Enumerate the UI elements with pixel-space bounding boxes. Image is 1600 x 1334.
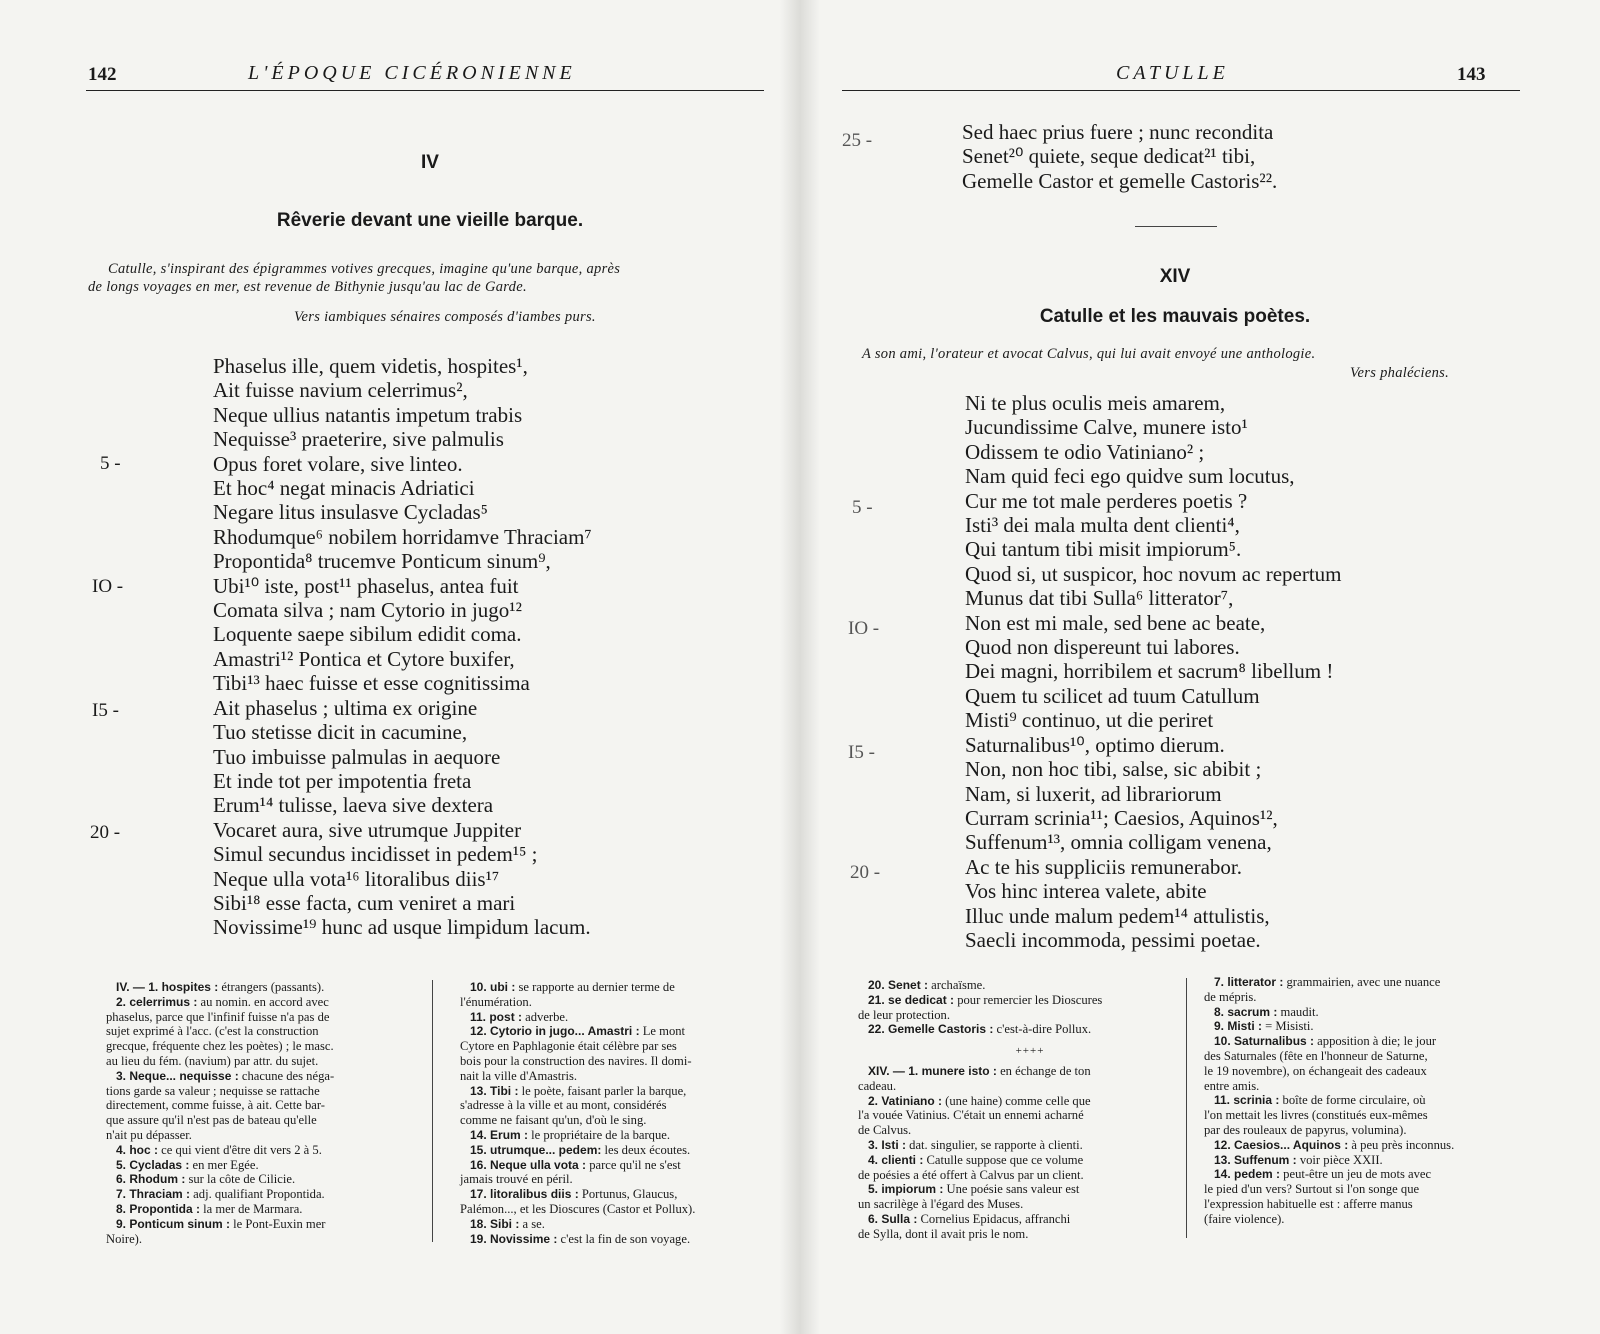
verse-line: Nam quid feci ego quidve sum locutus, (965, 464, 1295, 489)
footnote-text: à peu près inconnus. (1348, 1137, 1455, 1152)
verse-line: Negare litus insulasve Cycladas⁵ (213, 500, 488, 525)
footnote-text: apposition à die; le jour (1314, 1034, 1437, 1049)
verse-line: Sibi¹⁸ esse facta, cum veniret a mari (213, 890, 516, 915)
line-number: I5 - (92, 700, 119, 721)
footnote-text: de Sylla, dont il avait pris le nom. (858, 1226, 1029, 1241)
footnote-text: le propriétaire de la barque. (528, 1127, 670, 1142)
verse-line: Novissime¹⁹ hunc ad usque limpidum lacum. (213, 915, 591, 940)
footnote-text: le poète, faisant parler la barque, (518, 1083, 687, 1098)
footnote-line (858, 1123, 1190, 1138)
footnote-key: 8. sacrum : (1214, 1004, 1278, 1019)
intro-line: de longs voyages en mer, est revenue de Bithynie jusqu'au lac de Garde. (88, 279, 527, 295)
header-rule (86, 90, 764, 91)
verse-line: Saecli incommoda, pessimi poetae. (965, 927, 1261, 952)
footnote-key: 4. hoc : (116, 1142, 159, 1157)
footnote-text: sujet exprimé à l'acc. (c'est la construction (106, 1024, 319, 1039)
poem-intro: A son ami, l'orateur et avocat Calvus, qui lui avait envoyé une anthologie. (862, 346, 1316, 362)
verse-line: Quod non dispereunt tui labores. (965, 635, 1240, 660)
verse-line: Suffenum¹³, omnia colligam venena, (965, 830, 1272, 855)
footnote-key: 5. impiorum : (868, 1182, 944, 1197)
left-page (0, 0, 790, 1334)
footnote-key: 2. Vatiniano : (868, 1093, 943, 1108)
footnote-key: 12. Cytorio in jugo... Amastri : (470, 1024, 640, 1039)
footnote-text: cadeau. (858, 1078, 897, 1093)
footnote-text: par des rouleaux de papyrus, volumina). (1204, 1122, 1407, 1137)
header-rule (842, 90, 1520, 91)
footnote-line (1204, 1064, 1536, 1079)
footnote-key: 20. Senet : (868, 978, 929, 992)
footnote-text: a se. (519, 1216, 545, 1231)
verse-line: Vos hinc interea valete, abite (965, 879, 1207, 904)
footnote-line (460, 1202, 776, 1217)
verse-line: Comata silva ; nam Cytorio in jugo¹² (213, 598, 522, 623)
footnote-key: 10. Saturnalibus : (1214, 1034, 1315, 1049)
footnote-line (106, 1054, 420, 1069)
footnote-line (460, 1010, 776, 1025)
footnote-line (1204, 990, 1536, 1005)
verse-line: Dei magni, horribilem et sacrum⁸ libellum ! (965, 659, 1334, 684)
footnote-text: de poésies a été offert à Calvus par un client. (858, 1167, 1084, 1182)
footnote-line (460, 1054, 776, 1069)
footnote-line (1204, 1049, 1536, 1064)
verse-line: Curram scrinia¹¹; Caesios, Aquinos¹², (965, 805, 1278, 830)
footnote-text: adverbe. (522, 1009, 569, 1024)
footnote-key: 14. Erum : (470, 1127, 529, 1142)
footnote-text: le pied d'un vers? Surtout si l'on songe que (1204, 1182, 1420, 1197)
footnote-key: 11. post : (470, 1009, 523, 1024)
line-number: IO - (848, 618, 880, 639)
footnote-key: 11. scrinia : (1214, 1093, 1280, 1108)
footnote-text: archaïsme. (928, 978, 986, 992)
footnote-text: sur la côte de Cilicie. (185, 1172, 296, 1187)
footnote-text: directement, comme fuisse, à ait. Cette bar- (106, 1098, 326, 1113)
verse-line: Jucundissime Calve, munere isto¹ (965, 415, 1248, 440)
footnote-line (460, 1084, 776, 1099)
footnote-key: 2. celerrimus : (116, 994, 198, 1009)
footnote-key: 3. Neque... nequisse : (116, 1068, 239, 1083)
footnote-key: 8. Propontida : (116, 1201, 200, 1216)
verse-line: Qui tantum tibi misit impiorum⁵. (965, 537, 1242, 562)
footnote-key: 10. ubi : (470, 980, 516, 994)
footnote-line (858, 1138, 1190, 1153)
intro-line: Catulle, s'inspirant des épigrammes votives grecques, imagine qu'une barque, après (108, 261, 621, 277)
footnote-key: 21. se dedicat : (868, 992, 955, 1007)
section-rule (1135, 226, 1217, 227)
footnote-text: phaselus, parce que l'infinif fuisse n'a pas de (106, 1009, 330, 1024)
footnote-text: l'a vouée Vatinius. C'était un ennemi acharné (858, 1108, 1084, 1123)
footnote-text: s'adresse à la ville et au mont, considérés (460, 1098, 667, 1113)
poem-verses (213, 354, 592, 940)
footnote-text: de leur protection. (858, 1007, 950, 1022)
footnote-text: peut-être un jeu de mots avec (1280, 1167, 1432, 1182)
footnote-line (106, 980, 420, 995)
footnote-text: que assure qu'il n'est pas de bateau qu'elle (106, 1113, 317, 1128)
verse-line: Et inde tot per impotentia freta (213, 768, 472, 793)
footnote-text: c'est-à-dire Pollux. (993, 1022, 1092, 1037)
footnote-line (460, 1024, 776, 1039)
footnote-key: 16. Neque ulla vota : (470, 1157, 587, 1172)
verse-line: Erum¹⁴ tulisse, laeva sive dextera (213, 793, 494, 818)
footnote-text: Noire). (106, 1231, 143, 1246)
footnote-text: se rapporte au dernier terme de (515, 980, 675, 994)
footnote-text: Portunus, Glaucus, (578, 1187, 678, 1202)
footnote-text: boîte de forme circulaire, où (1279, 1093, 1426, 1108)
verse-line: Quod si, ut suspicor, hoc novum ac repertum (965, 561, 1342, 586)
footnote-key: 15. utrumque... pedem: (470, 1142, 602, 1157)
footnote-line (460, 980, 776, 995)
footnote-text: l'on mettait les livres (constitués eux-mêmes (1204, 1108, 1428, 1123)
footnote-text: l'énumération. (460, 994, 532, 1009)
footnote-text: parce qu'il ne s'est (586, 1157, 681, 1172)
footnote-text: voir pièce XXII. (1296, 1152, 1383, 1167)
footnote-line (1204, 1182, 1536, 1197)
footnote-line (106, 1069, 420, 1084)
left-header (0, 62, 790, 92)
footnote-line (460, 1128, 776, 1143)
footnote-key: 7. Thraciam : (116, 1187, 191, 1202)
footnote-line (858, 1182, 1190, 1197)
footnote-text: Palémon..., et les Dioscures (Castor et Pollux). (460, 1201, 696, 1216)
footnote-line (460, 995, 776, 1010)
footnote-line (1204, 1108, 1536, 1123)
footnote-text: chacune des néga- (238, 1068, 335, 1083)
line-number: I5 - (848, 742, 875, 763)
footnote-line (460, 1069, 776, 1084)
footnote-text: la mer de Marmara. (200, 1201, 303, 1216)
poem-meter: Vers iambiques sénaires composés d'iambes purs. (294, 309, 596, 325)
footnote-text: n'ait pu dépasser. (106, 1127, 192, 1142)
line-number: 5 - (852, 497, 873, 518)
column-divider (432, 980, 433, 1242)
footnote-line (858, 1079, 1190, 1094)
footnote-line (858, 1197, 1190, 1212)
verse-line: Misti⁹ continuo, ut die periret (965, 708, 1214, 733)
poem-meter: Vers phaléciens. (1350, 365, 1450, 381)
footnote-line (858, 1227, 1190, 1242)
poem-verses (965, 391, 1342, 952)
footnote-key: IV. — 1. hospites : (116, 980, 219, 994)
verse-line: Tuo stetisse dicit in cacumine, (213, 720, 468, 745)
verse-line: Non, non hoc tibi, salse, sic abibit ; (965, 757, 1262, 782)
running-title: L'ÉPOQUE CICÉRONIENNE (248, 62, 576, 84)
footnote-line (460, 1187, 776, 1202)
line-number: 25 - (842, 130, 873, 151)
line-number: 5 - (100, 453, 121, 474)
verse-line: Saturnalibus¹⁰, optimo dierum. (965, 732, 1225, 757)
footnote-line (460, 1158, 776, 1173)
verse-line: Ubi¹⁰ iste, post¹¹ phaselus, antea fuit (213, 573, 519, 598)
footnote-line (1204, 1079, 1536, 1094)
footnote-text: de mépris. (1204, 989, 1257, 1004)
column-divider (1186, 978, 1187, 1238)
verse-line: Illuc unde malum pedem¹⁴ attulistis, (965, 903, 1270, 928)
footnote-line (460, 1143, 776, 1158)
poem-numeral: IV (421, 152, 439, 173)
poem-title: Catulle et les mauvais poètes. (1039, 306, 1311, 327)
footnote-key: 4. clienti : (868, 1152, 924, 1167)
footnote-key: 19. Novissime : (470, 1231, 558, 1246)
footnotes-column (1204, 975, 1536, 1227)
footnote-key: 3. Isti : (868, 1137, 907, 1152)
footnote-text: = Misisti. (1262, 1019, 1314, 1034)
poem-intro (88, 260, 768, 296)
verse-line: Ait fuisse navium celerrimus², (213, 378, 468, 403)
verse-line: Tuo imbuisse palmulas in aequore (213, 744, 501, 769)
footnote-line (858, 1212, 1190, 1227)
footnote-line (106, 1217, 420, 1232)
footnote-text: dat. singulier, se rapporte à clienti. (906, 1137, 1083, 1152)
footnote-text: nait la ville d'Amastris. (460, 1068, 577, 1083)
verse-line: Et hoc⁴ negat minacis Adriatici (213, 476, 475, 501)
footnote-text: l'expression habituelle est : afferre manus (1204, 1196, 1413, 1211)
footnote-line (106, 1202, 420, 1217)
line-number: 20 - (90, 822, 121, 843)
footnote-key: 13. Suffenum : (1214, 1152, 1297, 1167)
page-number: 143 (1457, 64, 1486, 85)
footnote-text: des Saturnales (fête en l'honneur de Saturne, (1204, 1048, 1428, 1063)
footnote-line (858, 993, 1190, 1008)
footnote-line (106, 1010, 420, 1025)
footnote-line (106, 1128, 420, 1143)
footnote-text: de Calvus. (858, 1123, 912, 1138)
verse-line: Odissem te odio Vatiniano² ; (965, 439, 1205, 464)
verse-line: Tibi¹³ haec fuisse et esse cognitissima (213, 671, 530, 696)
footnote-key: 14. pedem : (1214, 1167, 1281, 1182)
footnote-key: 17. litoralibus diis : (470, 1187, 579, 1202)
footnote-text: étrangers (passants). (218, 980, 325, 994)
footnote-line (858, 1168, 1190, 1183)
line-number: IO - (92, 576, 124, 597)
footnote-line (858, 1108, 1190, 1123)
footnote-line (1204, 1019, 1536, 1034)
footnote-text: en mer Egée. (189, 1157, 259, 1172)
footnote-line (1204, 1005, 1536, 1020)
footnote-line (106, 1187, 420, 1202)
footnote-text: un sacrilège à l'égard des Muses. (858, 1197, 1024, 1212)
footnote-key: 12. Caesios... Aquinos : (1214, 1137, 1349, 1152)
footnote-line (460, 1098, 776, 1113)
verse-line: Sed haec prius fuere ; nunc recondita (962, 120, 1274, 144)
verse-line: Nequisse³ praeterire, sive palmulis (213, 427, 504, 452)
verse-line: Opus foret volare, sive linteo. (213, 451, 463, 476)
footnote-line (858, 978, 1190, 993)
verse-line: Senet²⁰ quiete, seque dedicat²¹ tibi, (962, 144, 1256, 169)
footnote-line (1204, 1123, 1536, 1138)
footnote-text: Une poésie sans valeur est (943, 1182, 1080, 1197)
verse-line: Ait phaselus ; ultima ex origine (213, 695, 478, 720)
footnote-line (460, 1232, 776, 1247)
footnote-text: Catulle suppose que ce volume (923, 1152, 1084, 1167)
footnote-text: maudit. (1277, 1004, 1319, 1019)
footnote-line (106, 1084, 420, 1099)
poem-numeral: XIV (1159, 266, 1191, 287)
verse-line: Munus dat tibi Sulla⁶ litterator⁷, (965, 586, 1234, 611)
footnote-line (106, 1172, 420, 1187)
verse-line: Phaselus ille, quem videtis, hospites¹, (213, 354, 528, 378)
footnote-key: 9. Ponticum sinum : (116, 1216, 231, 1231)
footnote-key: 6. Rhodum : (116, 1172, 186, 1187)
footnote-line (858, 1008, 1190, 1023)
footnote-text: le Pont-Euxin mer (230, 1216, 326, 1231)
verse-line: Neque ullius natantis impetum trabis (213, 402, 523, 427)
footnote-text: (une haine) comme celle que (942, 1093, 1091, 1108)
ornament: ++++ (1015, 1045, 1045, 1057)
verse-line: Amastri¹² Pontica et Cytore buxifer, (213, 646, 515, 671)
footnote-line (106, 1232, 420, 1247)
footnote-line (1204, 1138, 1536, 1153)
footnote-line (1204, 975, 1536, 990)
footnote-line (106, 1039, 420, 1054)
footnote-line (106, 995, 420, 1010)
footnote-line (858, 1064, 1190, 1079)
footnote-line (858, 1153, 1190, 1168)
footnote-text: au lieu du fém. (navium) par attr. du sujet. (106, 1053, 319, 1068)
footnote-line (460, 1217, 776, 1232)
verse-line: Rhodumque⁶ nobilem horridamve Thraciam⁷ (213, 524, 592, 549)
footnote-line (858, 1094, 1190, 1109)
footnote-line (106, 1113, 420, 1128)
footnote-line (1204, 1034, 1536, 1049)
footnote-text: entre amis. (1204, 1078, 1260, 1093)
verse-line: Propontida⁸ trucemve Ponticum sinum⁹, (213, 549, 551, 574)
line-number: 20 - (850, 862, 881, 883)
footnotes-column (106, 980, 420, 1246)
footnote-line (858, 1022, 1190, 1037)
footnote-line (106, 1024, 420, 1039)
footnote-text: au nomin. en accord avec (197, 994, 329, 1009)
footnote-text: en échange de ton (996, 1064, 1091, 1078)
footnote-line (1204, 1197, 1536, 1212)
poem-title: Rêverie devant une vieille barque. (276, 210, 584, 231)
footnote-text: tions garde sa valeur ; nequisse se rattache (106, 1083, 320, 1098)
footnote-text: comme ne faisant qu'un, d'où le sing. (460, 1113, 647, 1128)
verse-line: Isti³ dei mala multa dent clienti⁴, (965, 513, 1240, 538)
verse-line: Ac te his suppliciis remunerabor. (965, 854, 1243, 879)
footnote-line (1204, 1212, 1536, 1227)
footnote-text: adj. qualifiant Propontida. (190, 1187, 325, 1202)
verse-line: Loquente saepe sibilum edidit coma. (213, 622, 522, 647)
verse-line: Neque ulla vota¹⁶ litoralibus diis¹⁷ (213, 866, 500, 891)
poem-verses-continued (962, 120, 1277, 193)
right-page (810, 0, 1600, 1334)
footnote-line (106, 1143, 420, 1158)
footnote-key: 22. Gemelle Castoris : (868, 1022, 994, 1037)
footnote-key: 18. Sibi : (470, 1216, 520, 1231)
footnote-key: 5. Cycladas : (116, 1157, 190, 1172)
running-title: CATULLE (1116, 62, 1229, 84)
footnote-text: le 19 novembre), on échangeait des cadeaux (1204, 1063, 1427, 1078)
verse-line: Vocaret aura, sive utrumque Juppiter (213, 817, 522, 842)
footnote-line (1204, 1167, 1536, 1182)
footnote-key: 9. Misti : (1214, 1019, 1263, 1034)
footnote-text: ce qui vient d'être dit vers 2 à 5. (158, 1142, 322, 1157)
page-number: 142 (88, 64, 117, 85)
footnote-text: c'est la fin de son voyage. (557, 1231, 691, 1246)
footnote-key: 7. litterator : (1214, 975, 1284, 989)
verse-line: Cur me tot male perderes poetis ? (965, 488, 1248, 513)
verse-line: Quem tu scilicet ad tuum Catullum (965, 683, 1260, 708)
footnote-text: pour remercier les Dioscures (954, 992, 1103, 1007)
footnotes-column (858, 978, 1190, 1037)
footnote-text: grammairien, avec une nuance (1283, 975, 1441, 989)
footnote-text: jamais trouvé en péril. (460, 1172, 573, 1187)
verse-line: Non est mi male, sed bene ac beate, (965, 610, 1266, 635)
footnote-line (460, 1039, 776, 1054)
footnote-line (1204, 1093, 1536, 1108)
footnote-text: grecque, fréquente chez les poètes) ; le masc. (106, 1039, 334, 1054)
footnote-key: XIV. — 1. munere isto : (868, 1064, 997, 1078)
verse-line: Nam, si luxerit, ad librariorum (965, 781, 1222, 806)
footnote-text: (faire violence). (1204, 1211, 1285, 1226)
footnote-key: 13. Tibi : (470, 1083, 519, 1098)
verse-line: Simul secundus incidisset in pedem¹⁵ ; (213, 842, 538, 867)
verse-line: Gemelle Castor et gemelle Castoris²². (962, 168, 1278, 193)
footnote-text: bois pour la construction des navires. Il domi- (460, 1053, 692, 1068)
footnotes-column (460, 980, 776, 1246)
footnote-line (106, 1158, 420, 1173)
footnote-line (460, 1172, 776, 1187)
footnote-line (106, 1098, 420, 1113)
footnote-text: Cytore en Paphlagonie était célèbre par ses (460, 1039, 677, 1054)
footnote-text: Cornelius Epidacus, affranchi (917, 1211, 1071, 1226)
footnote-text: Le mont (639, 1024, 686, 1039)
footnotes-column (858, 1064, 1190, 1242)
footnote-key: 6. Sulla : (868, 1211, 918, 1226)
footnote-text: les deux écoutes. (601, 1142, 691, 1157)
footnote-line (460, 1113, 776, 1128)
right-header (810, 62, 1600, 92)
footnote-line (1204, 1153, 1536, 1168)
verse-line: Ni te plus oculis meis amarem, (965, 391, 1226, 415)
